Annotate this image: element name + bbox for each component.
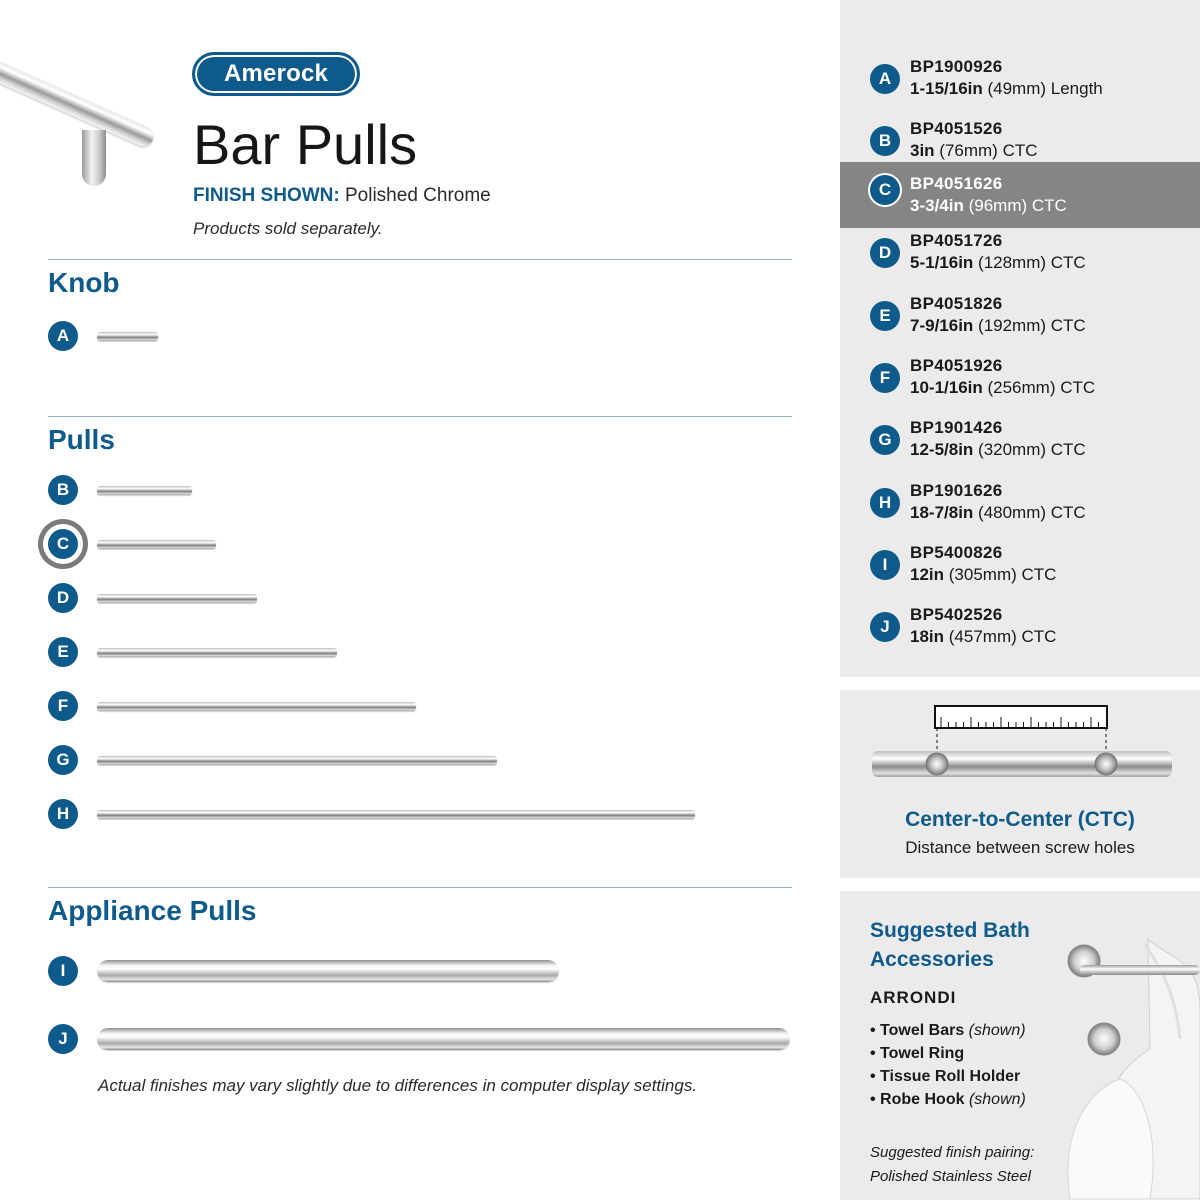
sold-separately-note: Products sold separately. bbox=[193, 219, 383, 238]
bar-pull-j bbox=[97, 1028, 790, 1050]
ctc-diagram bbox=[840, 700, 1200, 820]
bar-pull-b bbox=[97, 486, 192, 495]
spec-size-detail: (256mm) CTC bbox=[982, 378, 1096, 397]
ctc-subtitle: Distance between screw holes bbox=[905, 838, 1135, 857]
finish-label: FINISH SHOWN: bbox=[193, 185, 340, 206]
spec-size bbox=[910, 141, 1038, 161]
spec-row-a bbox=[840, 48, 1200, 110]
spec-letter: F bbox=[870, 363, 900, 393]
spec-letter: I bbox=[870, 550, 900, 580]
finish-pairing-note bbox=[870, 1141, 1034, 1189]
accessory-label: • Tissue Roll Holder bbox=[870, 1068, 1021, 1085]
item-letter-a: A bbox=[48, 321, 78, 351]
spec-size bbox=[910, 79, 1103, 99]
robe-hook-icon bbox=[1088, 1023, 1120, 1055]
section-title-pulls: Pulls bbox=[48, 424, 115, 455]
item-letter-d: D bbox=[48, 583, 78, 613]
spec-row-h bbox=[840, 472, 1200, 534]
spec-size-detail: (320mm) CTC bbox=[973, 440, 1086, 459]
spec-size-detail: (76mm) CTC bbox=[934, 141, 1038, 160]
accessory-label: • Robe Hook bbox=[870, 1091, 969, 1108]
accessory-note: (shown) bbox=[968, 1091, 1026, 1108]
spec-size-value: 18in bbox=[910, 627, 945, 646]
spec-row-g bbox=[840, 409, 1200, 471]
spec-size-value: 18-7/8in bbox=[910, 503, 974, 522]
ctc-bar-pull bbox=[872, 751, 1172, 777]
bar-pull-d bbox=[97, 594, 257, 603]
accessory-label: • Towel Ring bbox=[870, 1045, 965, 1062]
spec-size bbox=[910, 440, 1086, 460]
spec-row-c bbox=[840, 162, 1200, 228]
bar-pull-h bbox=[97, 810, 695, 819]
section-divider bbox=[48, 259, 792, 260]
section-divider bbox=[48, 416, 792, 417]
finish-value: Polished Chrome bbox=[339, 185, 491, 206]
item-letter-g: G bbox=[48, 745, 78, 775]
item-letter-h: H bbox=[48, 799, 78, 829]
spec-sku: BP4051726 bbox=[910, 231, 1003, 250]
spec-size-value: 1-15/16in bbox=[910, 79, 983, 98]
finish-disclaimer: Actual finishes may vary slightly due to differences in computer display settings. bbox=[98, 1076, 698, 1095]
spec-size-detail: (480mm) CTC bbox=[973, 503, 1086, 522]
screw-hole-icon bbox=[926, 753, 948, 775]
spec-size-detail: (49mm) Length bbox=[982, 79, 1103, 98]
spec-row-f bbox=[840, 347, 1200, 409]
spec-letter: E bbox=[870, 301, 900, 331]
item-letter-e: E bbox=[48, 637, 78, 667]
spec-sku: BP4051926 bbox=[910, 356, 1003, 375]
bar-pull-c bbox=[97, 540, 216, 549]
item-letter-f: F bbox=[48, 691, 78, 721]
section-title-appliance-pulls: Appliance Pulls bbox=[48, 895, 257, 926]
spec-size bbox=[910, 196, 1067, 216]
spec-size bbox=[910, 503, 1086, 523]
finish-pairing-value: Polished Stainless Steel bbox=[870, 1168, 1031, 1185]
item-letter-b: B bbox=[48, 475, 78, 505]
towel-bar-icon bbox=[1080, 965, 1200, 975]
spec-size-value: 7-9/16in bbox=[910, 316, 974, 335]
spec-row-d bbox=[840, 222, 1200, 284]
spec-size-detail: (128mm) CTC bbox=[973, 253, 1086, 272]
accessory-label: • Towel Bars bbox=[870, 1022, 969, 1039]
spec-row-i bbox=[840, 534, 1200, 596]
spec-row-j bbox=[840, 596, 1200, 658]
bar-pull-a bbox=[97, 332, 158, 341]
spec-sku: BP1900926 bbox=[910, 57, 1003, 76]
spec-size-detail: (192mm) CTC bbox=[973, 316, 1086, 335]
page-title: Bar Pulls bbox=[193, 113, 418, 176]
spec-size-detail: (457mm) CTC bbox=[944, 627, 1057, 646]
spec-letter: D bbox=[870, 238, 900, 268]
bath-accessories-image bbox=[1050, 899, 1200, 1199]
accessories-series: ARRONDI bbox=[870, 988, 957, 1007]
hero-bar-pull bbox=[0, 59, 157, 150]
bar-pull-f bbox=[97, 702, 416, 711]
amerock-logo bbox=[192, 52, 360, 96]
spec-size-value: 10-1/16in bbox=[910, 378, 983, 397]
finish-shown bbox=[193, 185, 491, 207]
spec-sku: BP4051826 bbox=[910, 294, 1003, 313]
screw-hole-icon bbox=[1095, 753, 1117, 775]
accessory-item bbox=[870, 1045, 1026, 1068]
spec-size-value: 12-5/8in bbox=[910, 440, 974, 459]
bar-pull-g bbox=[97, 756, 497, 765]
spec-size bbox=[910, 253, 1086, 273]
spec-size-detail: (96mm) CTC bbox=[963, 196, 1067, 215]
bar-pull-i bbox=[97, 960, 559, 982]
ruler-icon bbox=[935, 706, 1107, 728]
spec-size bbox=[910, 565, 1056, 585]
logo-text: Amerock bbox=[223, 60, 329, 87]
spec-letter: A bbox=[870, 64, 900, 94]
bar-pull-e bbox=[97, 648, 337, 657]
accessory-note: (shown) bbox=[968, 1022, 1026, 1039]
spec-letter: H bbox=[870, 488, 900, 518]
spec-sku: BP4051626 bbox=[910, 174, 1003, 193]
item-letter-j: J bbox=[48, 1024, 78, 1054]
accessory-item bbox=[870, 1022, 1026, 1045]
spec-letter: J bbox=[870, 612, 900, 642]
ctc-title: Center-to-Center (CTC) bbox=[905, 808, 1135, 831]
accessory-item bbox=[870, 1091, 1026, 1114]
accessories-list bbox=[870, 1022, 1026, 1114]
spec-size-value: 5-1/16in bbox=[910, 253, 974, 272]
spec-size-detail: (305mm) CTC bbox=[944, 565, 1057, 584]
finish-pairing-label: Suggested finish pairing: bbox=[870, 1144, 1035, 1161]
section-title-knob: Knob bbox=[48, 267, 120, 298]
spec-sku: BP4051526 bbox=[910, 119, 1003, 138]
spec-size-value: 3in bbox=[910, 141, 935, 160]
spec-size bbox=[910, 316, 1086, 336]
spec-size bbox=[910, 378, 1095, 398]
spec-size-value: 12in bbox=[910, 565, 945, 584]
item-letter-i: I bbox=[48, 956, 78, 986]
spec-row-e bbox=[840, 285, 1200, 347]
accessories-title: Suggested Bath Accessories bbox=[870, 919, 1030, 971]
section-divider bbox=[48, 887, 792, 888]
accessory-item bbox=[870, 1068, 1026, 1091]
spec-sku: BP1901426 bbox=[910, 418, 1003, 437]
spec-letter: B bbox=[870, 126, 900, 156]
item-letter-c: C bbox=[48, 529, 78, 559]
spec-letter: C bbox=[870, 175, 900, 205]
hero-bar-post bbox=[82, 130, 106, 186]
spec-sku: BP1901626 bbox=[910, 481, 1003, 500]
spec-size-value: 3-3/4in bbox=[910, 196, 964, 215]
spec-size bbox=[910, 627, 1056, 647]
spec-letter: G bbox=[870, 425, 900, 455]
spec-sku: BP5402526 bbox=[910, 605, 1003, 624]
spec-sku: BP5400826 bbox=[910, 543, 1003, 562]
